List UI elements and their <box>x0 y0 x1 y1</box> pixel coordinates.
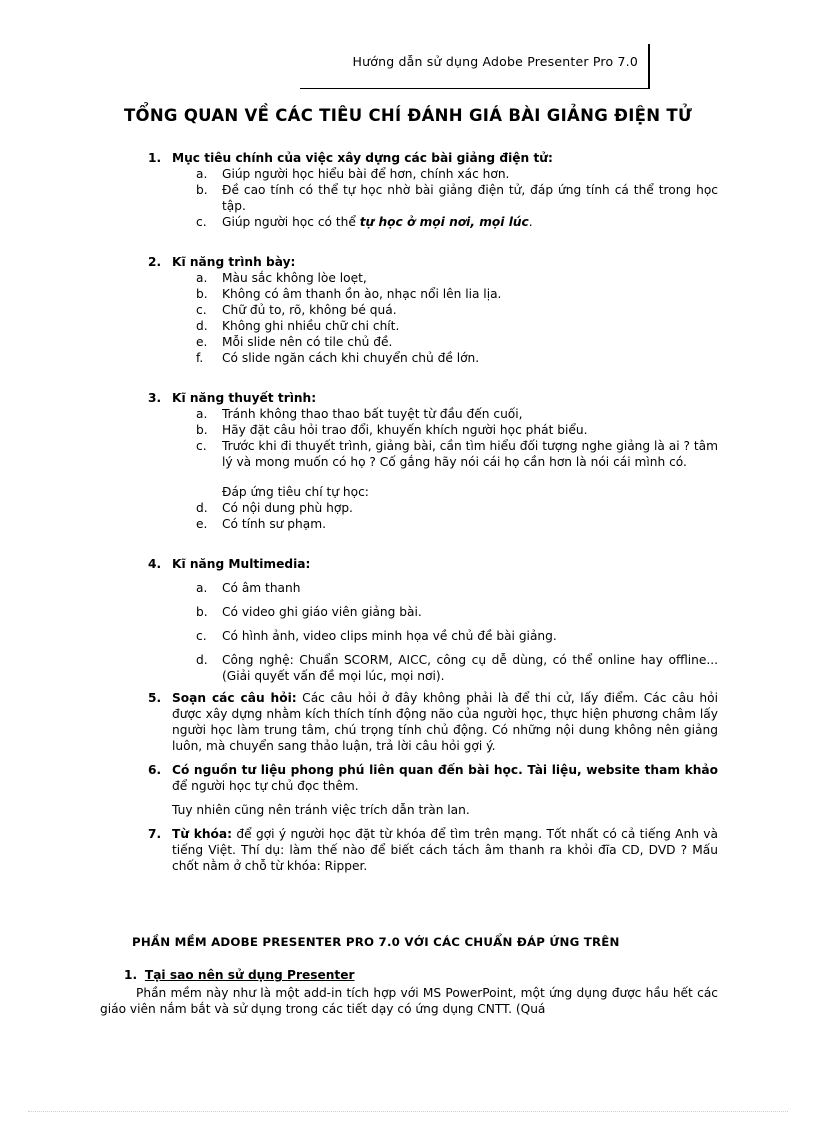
section-number: 1. <box>148 151 162 165</box>
section-1 <box>148 150 718 230</box>
section-number: 5. <box>148 691 162 705</box>
section-number: 3. <box>148 391 162 405</box>
section-paragraph: Có nguồn tư liệu phong phú liên quan đến bài học. Tài liệu, website tham khảo để người học tự chủ đọc thêm. <box>172 763 718 793</box>
list-item: c. Chữ đủ to, rõ, không bé quá. <box>196 303 397 317</box>
document-title: TỔNG QUAN VỀ CÁC TIÊU CHÍ ĐÁNH GIÁ BÀI GIẢNG ĐIỆN TỬ <box>123 106 693 125</box>
list-item: c. Giúp người học có thể tự học ở mọi nơi, mọi lúc. <box>196 215 533 229</box>
list-item: b. Đề cao tính có thể tự học nhờ bài giảng điện tử, đáp ứng tính cá thể trong học tập. <box>196 183 718 213</box>
list-item: e. Mỗi slide nên có tile chủ đề. <box>196 335 393 349</box>
list-item: b. Không có âm thanh ồn ào, nhạc nổi lên lia lịa. <box>196 287 502 301</box>
section-heading: Kĩ năng Multimedia: <box>172 557 311 571</box>
list-item: d. Không ghi nhiều chữ chi chít. <box>196 319 400 333</box>
list-item: f. Có slide ngăn cách khi chuyển chủ đề lớn. <box>196 351 480 365</box>
list-note: Đáp ứng tiêu chí tự học: <box>222 485 369 499</box>
section-lead: Soạn các câu hỏi: <box>172 691 297 705</box>
emphasis-text: tự học ở mọi nơi, mọi lúc <box>359 215 529 229</box>
list-item: b. Có video ghi giáo viên giảng bài. <box>196 605 422 619</box>
list-item: b. Hãy đặt câu hỏi trao đổi, khuyến khích người học phát biểu. <box>196 423 588 437</box>
header-text: Hướng dẫn sử dụng Adobe Presenter Pro 7.0 <box>352 54 638 69</box>
intro-paragraph: Phần mềm này như là một add-in tích hợp với MS PowerPoint, một ứng dụng được hầu hết các giáo viên nắm bắt và sử dụng trong các tiết dạy có ứng dụng CNTT. (Quá <box>100 986 718 1016</box>
section-2 <box>148 254 718 366</box>
subsection-heading: 1. Tại sao nên sử dụng Presenter <box>124 968 355 982</box>
section-number: 6. <box>148 763 162 777</box>
section-number: 4. <box>148 557 162 571</box>
section-5 <box>148 690 718 754</box>
section-3 <box>148 390 718 532</box>
main-content <box>148 150 718 874</box>
list-item: c. Có hình ảnh, video clips minh họa về chủ đề bài giảng. <box>196 629 557 643</box>
section-lead: Từ khóa: <box>172 827 232 841</box>
list-item: a. Tránh không thao thao bất tuyệt từ đầu đến cuối, <box>196 407 523 421</box>
section-lead: Có nguồn tư liệu phong phú liên quan đến bài học. Tài liệu, website tham khảo <box>172 763 718 777</box>
list-item: a. Màu sắc không lòe loẹt, <box>196 271 367 285</box>
part2-heading: PHẦN MỀM ADOBE PRESENTER PRO 7.0 VỚI CÁC CHUẨN ĐÁP ỨNG TRÊN <box>132 935 620 949</box>
section-7 <box>148 826 718 874</box>
list-item: d. Có nội dung phù hợp. <box>196 501 353 515</box>
section-number: 2. <box>148 255 162 269</box>
page-bottom-rule <box>28 1111 788 1112</box>
section-number: 7. <box>148 827 162 841</box>
page-header <box>300 44 650 89</box>
section-paragraph: Từ khóa: để gợi ý người học đặt từ khóa để tìm trên mạng. Tốt nhất có cả tiếng Anh và tiếng Việt. Thí dụ: làm thế nào để biết cách tách âm thanh ra khỏi đĩa CD, DVD ? Mấu chốt nằm ở chỗ từ khóa: Ripper. <box>172 827 718 873</box>
section-paragraph: Soạn các câu hỏi: Các câu hỏi ở đây không phải là để thi cử, lấy điểm. Các câu hỏi được xây dựng nhằm kích thích tính động não của người học, thực hiện phương châm lấy người học làm trung tâm, chú trọng tính chủ động. Có những nội dung không nên giảng luôn, mà chuyển sang thảo luận, trả lời câu hỏi gợi ý. <box>172 691 718 753</box>
list-item: d. Công nghệ: Chuẩn SCORM, AICC, công cụ dễ dùng, có thể online hay offline... (Giải quyết vấn đề mọi lúc, mọi nơi). <box>196 653 718 683</box>
list-item: e. Có tính sư phạm. <box>196 517 326 531</box>
section-4 <box>148 556 718 684</box>
section-heading: Kĩ năng thuyết trình: <box>172 391 317 405</box>
section-6 <box>148 762 718 818</box>
section-note: Tuy nhiên cũng nên tránh việc trích dẫn tràn lan. <box>172 803 470 817</box>
list-item: a. Giúp người học hiểu bài để hơn, chính xác hơn. <box>196 167 510 181</box>
section-heading: Kĩ năng trình bày: <box>172 255 296 269</box>
list-item: a. Có âm thanh <box>196 581 301 595</box>
list-item: c. Trước khi đi thuyết trình, giảng bài, cần tìm hiểu đối tượng nghe giảng là ai ? tâm lý và mong muốn có họ ? Cố gắng hãy nói cái họ cần hơn là nói cái mình có. <box>196 439 718 469</box>
section-heading: Mục tiêu chính của việc xây dựng các bài giảng điện tử: <box>172 151 553 165</box>
